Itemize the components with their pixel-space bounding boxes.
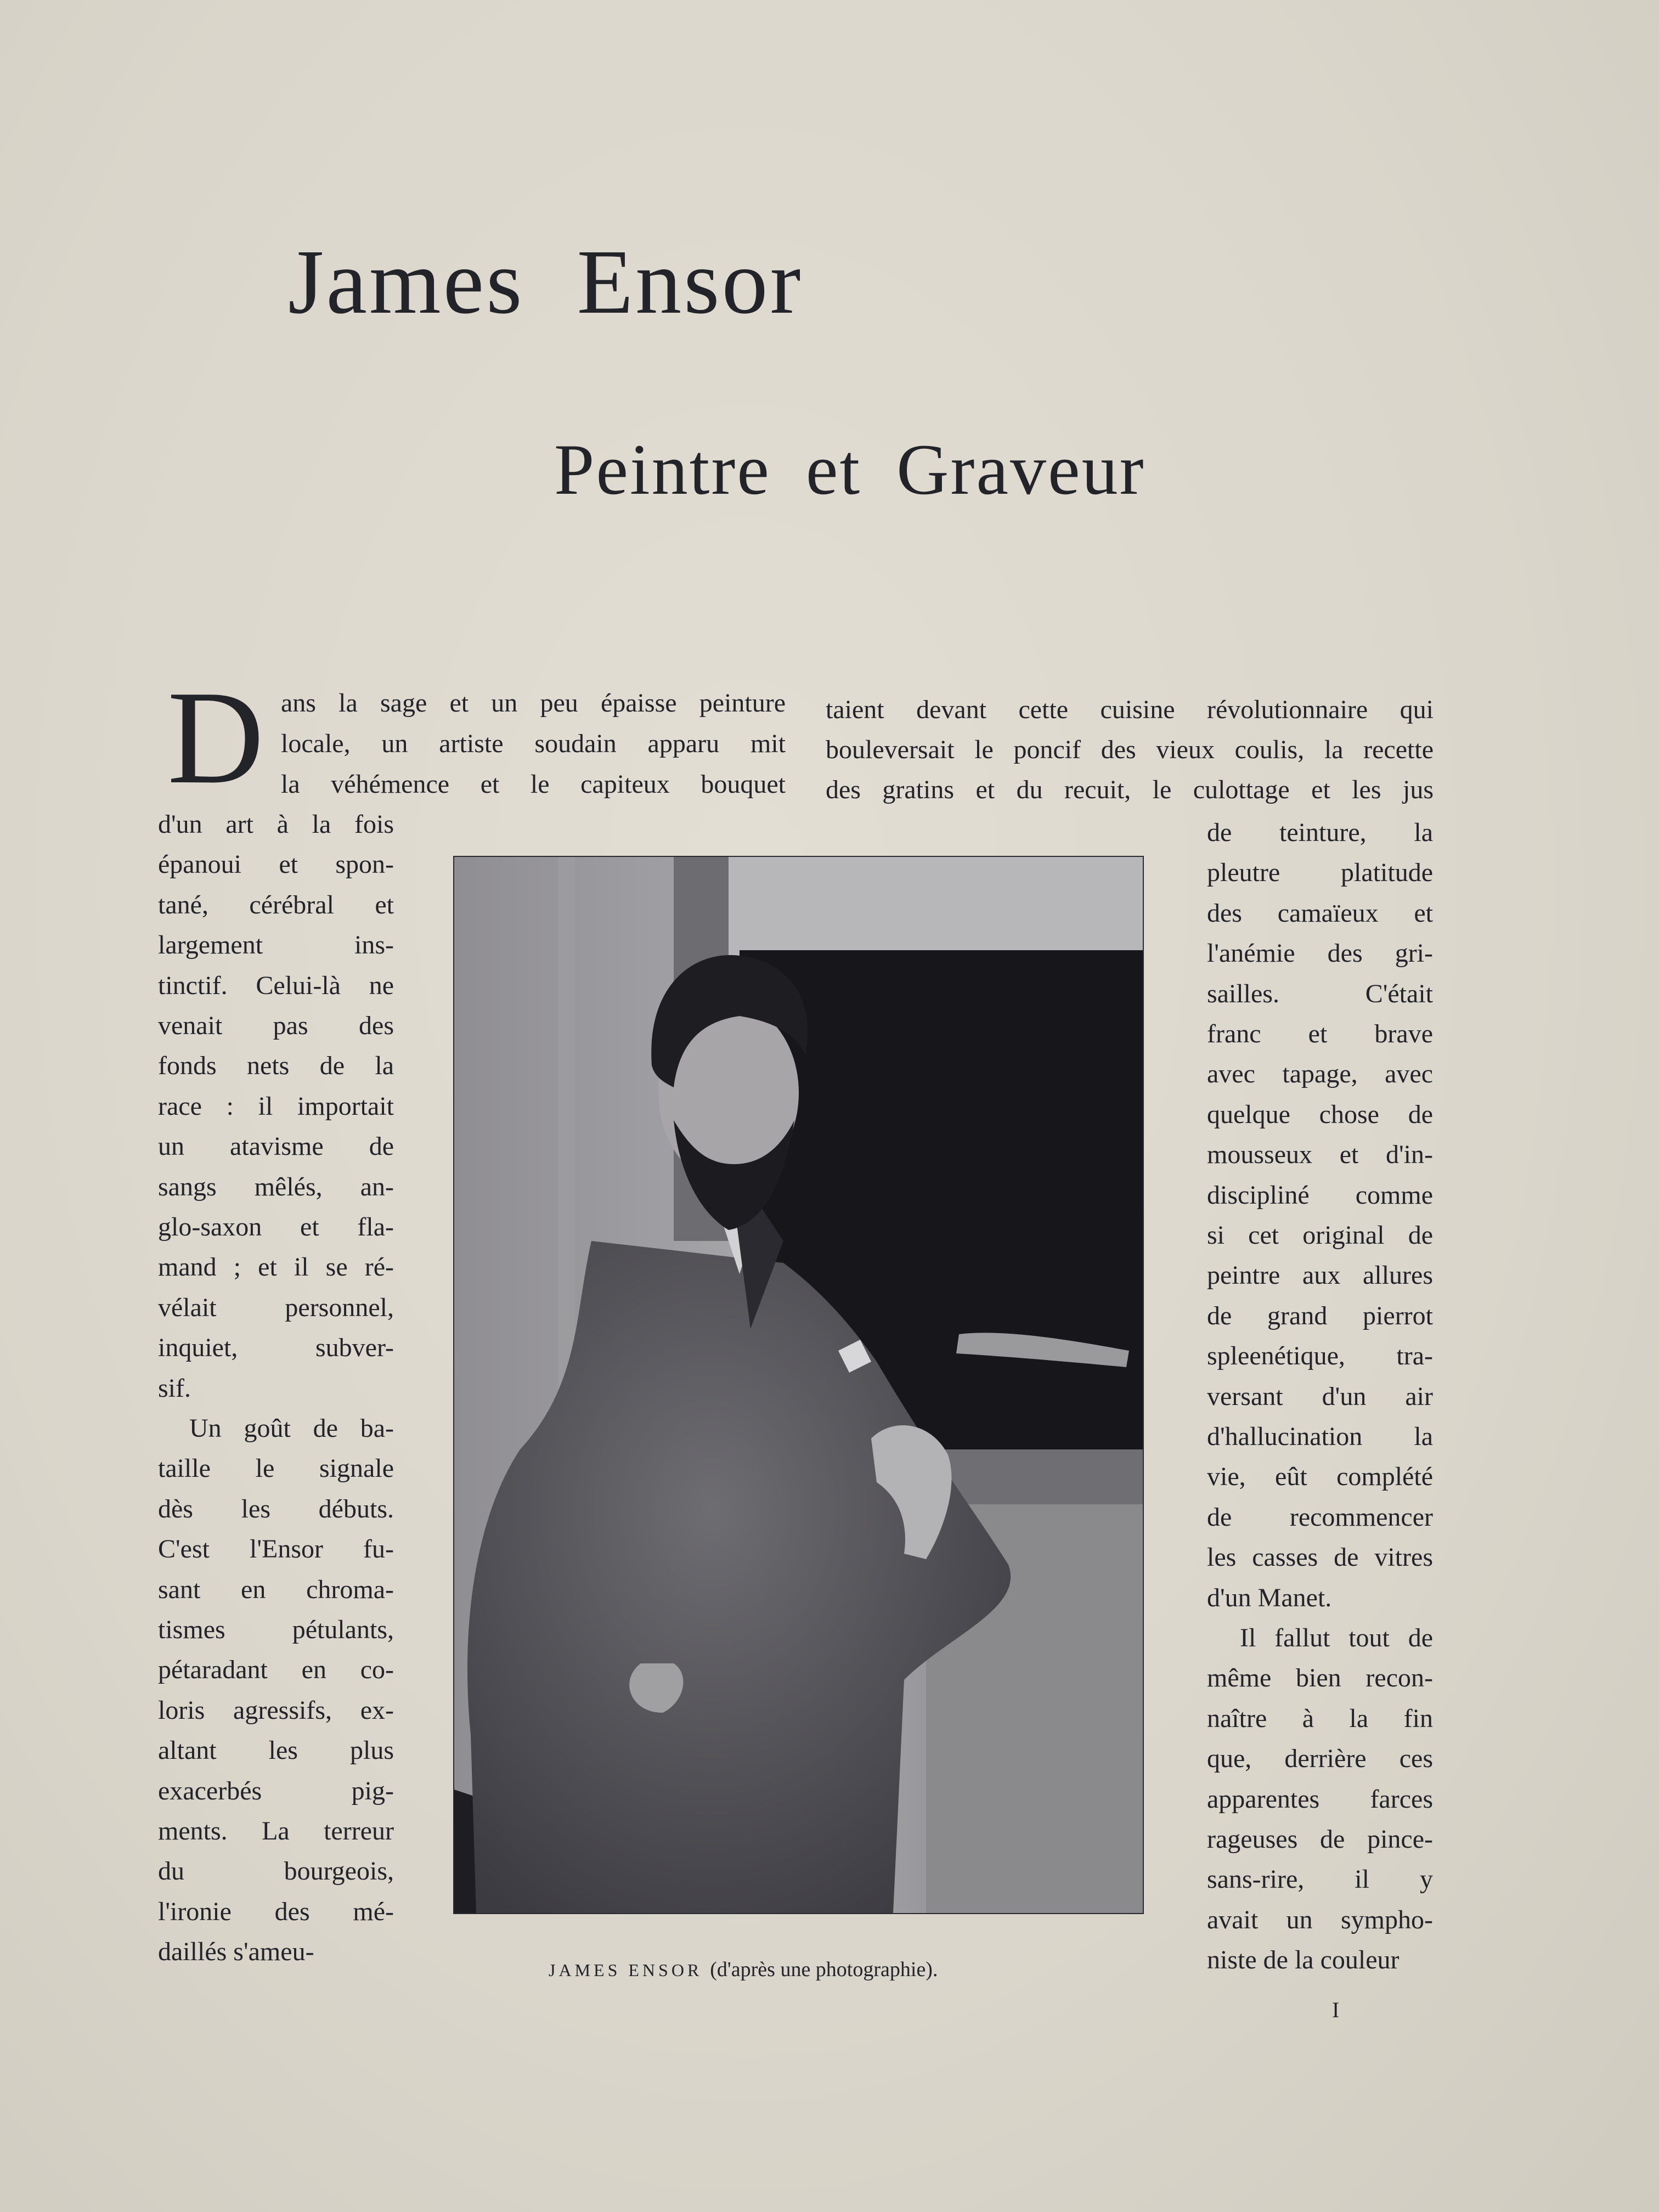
left-column-line: tinctif. Celui-là ne (158, 970, 394, 1000)
article-subtitle: Peintre et Graveur (554, 429, 1146, 510)
left-column-line: largement ins- (158, 930, 394, 960)
left-column-line: épanoui et spon- (158, 850, 394, 879)
left-column-line: C'est l'Ensor fu- (158, 1534, 394, 1564)
right-column-line: versant d'un air (1207, 1381, 1433, 1411)
left-column-line: daillés s'ameu- (158, 1937, 314, 1967)
photo-caption (549, 1953, 938, 1987)
right-column-line: l'anémie des gri- (1207, 939, 1433, 968)
left-column-line: mand ; et il se ré- (158, 1252, 394, 1282)
portrait-photo-image (454, 857, 1143, 1913)
right-column-line: de teinture, la (1207, 818, 1433, 847)
left-column-line: Un goût de ba- (189, 1414, 394, 1443)
intro-line: locale, un artiste soudain apparu mit (281, 729, 786, 758)
left-column-line: tismes pétulants, (158, 1615, 394, 1644)
right-column-line: pleutre platitude (1207, 858, 1433, 888)
right-column-line: spleenétique, tra- (1207, 1341, 1433, 1371)
drop-cap: D (167, 663, 264, 811)
right-column-line: peintre aux allures (1207, 1261, 1433, 1290)
left-column-line: pétaradant en co- (158, 1655, 394, 1685)
left-column-line: race : il importait (158, 1091, 394, 1121)
left-column-line: exacerbés pig- (158, 1776, 394, 1805)
right-column-line: avait un sympho- (1207, 1905, 1433, 1934)
right-column-line: d'hallucination la (1207, 1422, 1433, 1451)
left-column-line: du bourgeois, (158, 1857, 394, 1886)
intro-line: ans la sage et un peu épaisse peinture (281, 689, 786, 718)
right-column-line: naître à la fin (1207, 1703, 1433, 1733)
right-column-line: d'un Manet. (1207, 1583, 1332, 1612)
right-column-line: sailles. C'était (1207, 979, 1433, 1008)
intro-line: la véhémence et le capiteux bouquet (281, 770, 786, 799)
left-column-line: altant les plus (158, 1736, 394, 1765)
right-column-line: avec tapage, avec (1207, 1059, 1433, 1089)
right-column-line: franc et brave (1207, 1019, 1433, 1048)
caption-name: JAMES ENSOR (549, 1960, 703, 1980)
left-column-line: un atavisme de (158, 1132, 394, 1161)
portrait-photo (453, 856, 1144, 1914)
right-column-line: mousseux et d'in- (1207, 1140, 1433, 1170)
right-column-line: Il fallut tout de (1240, 1623, 1433, 1652)
right-column-line: sans-rire, il y (1207, 1865, 1433, 1894)
left-column-line: sant en chroma- (158, 1575, 394, 1604)
right-top-line: des gratins et du recuit, le culottage et les jus (826, 775, 1434, 804)
right-column-line: quelque chose de (1207, 1099, 1433, 1129)
right-column-line: que, derrière ces (1207, 1744, 1433, 1774)
left-column-line: vélait personnel, (158, 1293, 394, 1322)
right-column-line: de grand pierrot (1207, 1301, 1433, 1330)
right-top-line: taient devant cette cuisine révolutionnaire qui (826, 695, 1434, 724)
left-column-line: inquiet, subver- (158, 1333, 394, 1363)
left-column-line: loris agressifs, ex- (158, 1695, 394, 1725)
right-column-line: même bien recon- (1207, 1663, 1433, 1693)
left-column-line: tané, cérébral et (158, 890, 394, 919)
right-column-line: des camaïeux et (1207, 898, 1433, 928)
left-column-line: sif. (158, 1373, 191, 1403)
left-column-line: ments. La terreur (158, 1816, 394, 1846)
right-column-line: si cet original de (1207, 1221, 1433, 1250)
left-column-line: sangs mêlés, an- (158, 1172, 394, 1201)
right-column-line: rageuses de pince- (1207, 1825, 1433, 1854)
left-column-line: dès les débuts. (158, 1494, 394, 1523)
left-column-line: glo-saxon et fla- (158, 1212, 394, 1242)
right-column-line: de recommencer (1207, 1502, 1433, 1532)
right-column-line: les casses de vitres (1207, 1543, 1433, 1572)
left-column-line: d'un art à la fois (158, 810, 394, 839)
left-column-line: l'ironie des mé- (158, 1897, 394, 1926)
left-column-line: taille le signale (158, 1454, 394, 1483)
right-top-line: bouleversait le poncif des vieux coulis, la recette (826, 735, 1434, 764)
caption-note: (d'après une photographie). (710, 1958, 938, 1981)
page-number: I (1332, 1997, 1340, 2022)
left-column-line: venait pas des (158, 1011, 394, 1040)
right-column-line: apparentes farces (1207, 1784, 1433, 1814)
left-column-line: fonds nets de la (158, 1051, 394, 1081)
right-column-line: vie, eût complété (1207, 1462, 1433, 1492)
article-title: James Ensor (288, 231, 803, 333)
right-column-line: discipliné comme (1207, 1180, 1433, 1210)
right-column-line: niste de la couleur (1207, 1945, 1400, 1975)
